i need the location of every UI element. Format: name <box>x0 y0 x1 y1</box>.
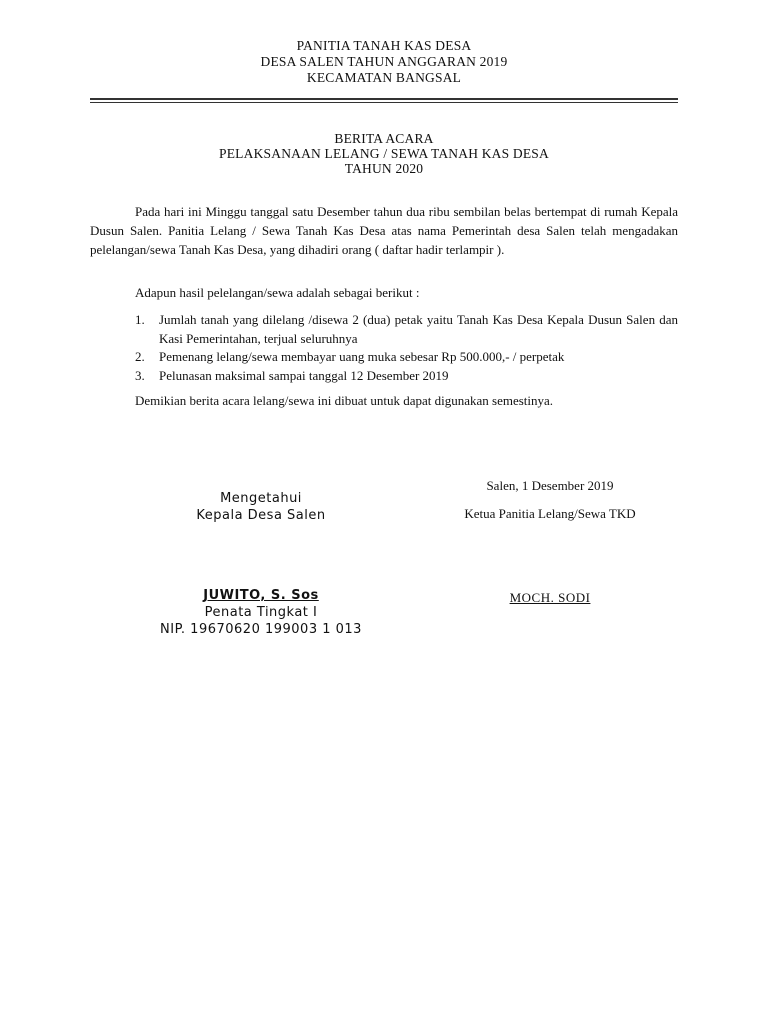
list-item-text: Pemenang lelang/sewa membayar uang muka sebesar Rp 500.000,- / perpetak <box>159 349 565 364</box>
letterhead-divider-thin <box>90 102 678 103</box>
letterhead-line-3: KECAMATAN BANGSAL <box>306 70 462 85</box>
letterhead-divider-thick <box>90 98 678 100</box>
results-intro-paragraph: Adapun hasil pelelangan/sewa adalah sebagai berikut : <box>135 285 420 300</box>
letterhead <box>90 38 678 86</box>
list-item <box>135 348 678 367</box>
signature-block-left-signatory <box>150 587 372 638</box>
letterhead-line-1: PANITIA TANAH KAS DESA <box>296 38 472 53</box>
village-head-title: Kepala Desa Salen <box>196 508 326 523</box>
signature-block-left-heading <box>150 490 372 524</box>
acknowledged-label: Mengetahui <box>220 491 302 506</box>
list-item <box>135 311 678 348</box>
document-title <box>90 131 678 176</box>
list-item-number: 2. <box>135 349 145 364</box>
village-head-nip: NIP. 19670620 199003 1 013 <box>160 622 362 637</box>
results-list <box>135 311 678 385</box>
committee-chair-name: MOCH. SODI <box>509 590 591 605</box>
village-head-rank: Penata Tingkat I <box>204 605 318 620</box>
signature-block-right-heading <box>440 477 660 522</box>
list-item-text: Pelunasan maksimal sampai tanggal 12 Desember 2019 <box>159 367 449 383</box>
place-and-date: Salen, 1 Desember 2019 <box>486 478 614 493</box>
list-item-text: Jumlah tanah yang dilelang /disewa 2 (dua) petak yaitu Tanah Kas Desa Kepala Dusun Salen dan Kasi Pemerintahan, terjual seluruhnya <box>159 312 678 346</box>
village-head-name: JUWITO, S. Sos <box>203 588 319 603</box>
closing-paragraph: Demikian berita acara lelang/sewa ini dibuat untuk dapat digunakan semestinya. <box>135 393 554 408</box>
title-line-3: TAHUN 2020 <box>344 161 424 176</box>
opening-paragraph: Pada hari ini Minggu tanggal satu Desember tahun dua ribu sembilan belas bertempat di rumah Kepala Dusun Salen. Panitia Lelang / Sewa Tanah Kas Desa atas nama Pemerintah desa Salen telah mengadakan pelelangan/sewa Tanah Kas Desa, yang dihadiri orang ( daftar hadir terlampir ). <box>90 204 678 257</box>
committee-chair-title: Ketua Panitia Lelang/Sewa TKD <box>464 506 636 521</box>
letterhead-line-2: DESA SALEN TAHUN ANGGARAN 2019 <box>260 54 508 69</box>
title-line-2: PELAKSANAAN LELANG / SEWA TANAH KAS DESA <box>219 146 549 161</box>
list-item-number: 3. <box>135 367 145 383</box>
list-item <box>135 367 678 386</box>
title-line-1: BERITA ACARA <box>334 131 434 146</box>
list-item-number: 1. <box>135 312 145 327</box>
